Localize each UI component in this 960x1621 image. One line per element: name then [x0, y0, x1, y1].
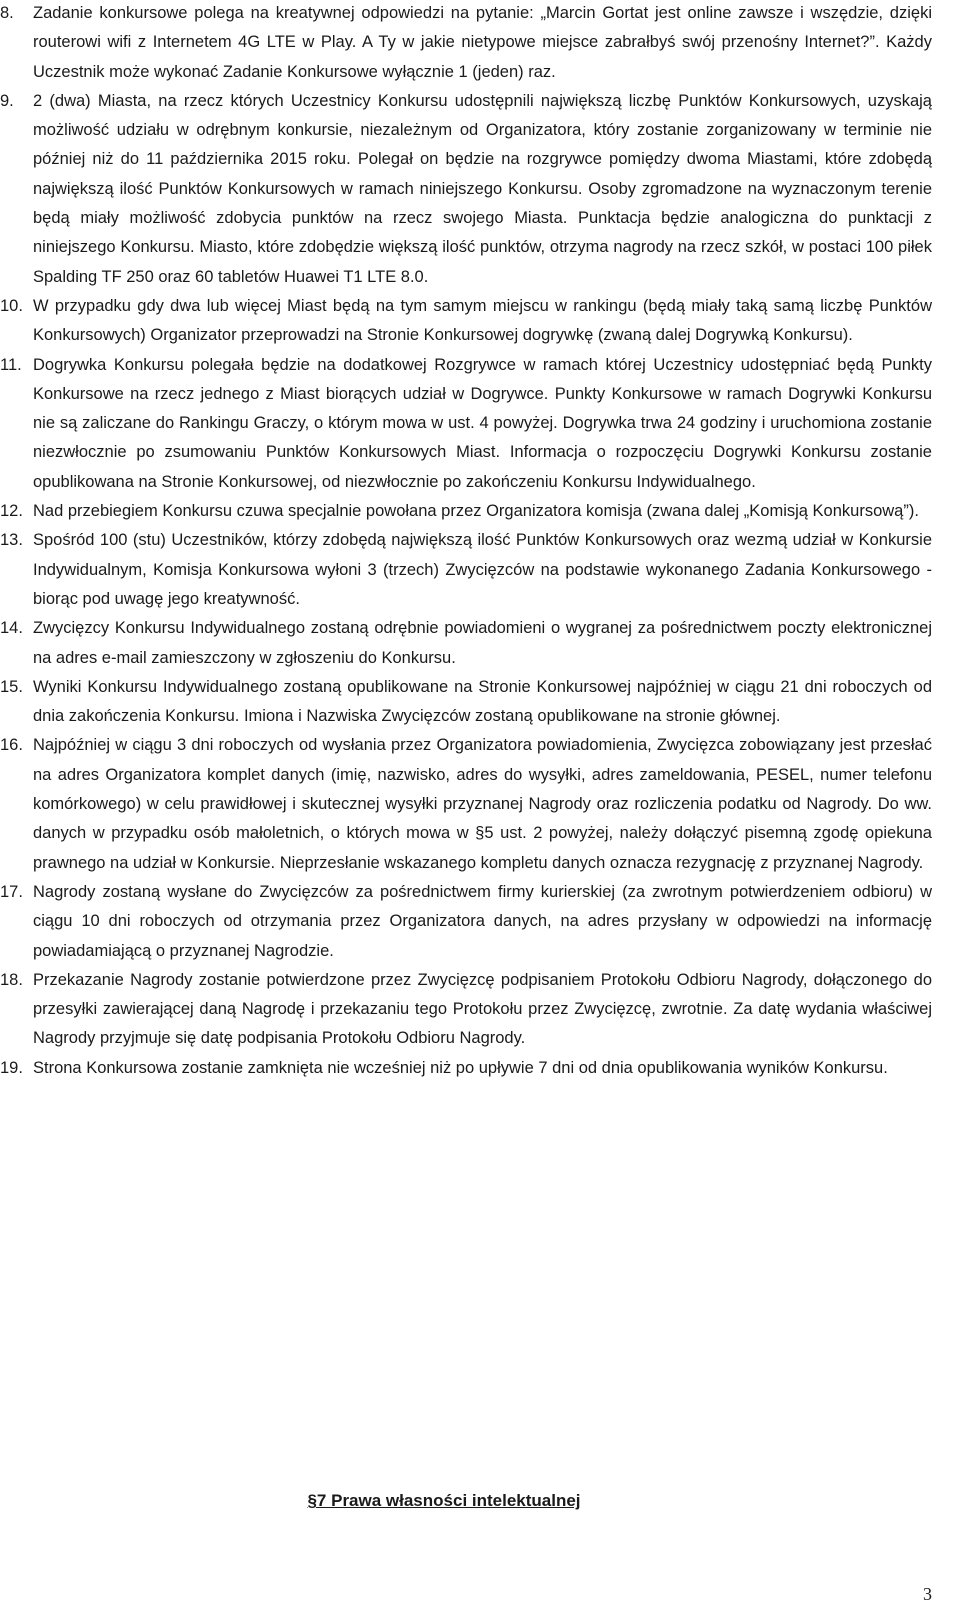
item-number: 19. [0, 1058, 23, 1077]
list-item [0, 0, 960, 87]
list-item [0, 878, 960, 966]
item-number: 13. [0, 531, 23, 550]
item-number: 17. [0, 882, 23, 901]
list-item [0, 351, 960, 497]
item-number: 12. [0, 502, 23, 521]
item-text: Zadanie konkursowe polega na kreatywnej odpowiedzi na pytanie: „Marcin Gortat jest online zawsze i wszędzie, dzięki routerowi wifi z Internetem 4G LTE w Play. A Ty w jakie nietypowe miejsce zabrałbyś swój przenośny Internet?”. Każdy Uczestnik może wykonać Zadanie Konkursowe wyłącznie 1 (jeden) raz. [33, 4, 932, 81]
item-number: 16. [0, 736, 23, 755]
list-item [0, 731, 960, 877]
item-number: 18. [0, 970, 23, 989]
list-item [0, 526, 960, 614]
list-item [0, 87, 960, 292]
item-number: 8. [0, 4, 14, 22]
item-text: Nagrody zostaną wysłane do Zwycięzców za pośrednictwem firmy kurierskiej (za zwrotnym potwierdzeniem odbioru) w ciągu 10 dni roboczych od otrzymania przez Organizatora danych, na adres przysłany w odpowiedzi na informację powiadamiającą o przyznanej Nagrodzie. [33, 882, 932, 960]
section-heading: §7 Prawa własności intelektualnej [307, 1491, 581, 1510]
list-item [0, 966, 960, 1054]
list-item [0, 292, 960, 351]
item-text: Najpóźniej w ciągu 3 dni roboczych od wysłania przez Organizatora powiadomienia, Zwycięzca zobowiązany jest przesłać na adres Organizatora komplet danych (imię, nazwisko, adres do wysyłki, adres zameldowania, PESEL, numer telefonu komórkowego) w celu prawidłowej i skutecznej wysyłki przyznanej Nagrody oraz rozliczenia podatku od Nagrody. Do ww. danych w przypadku osób małoletnich, o których mowa w §5 ust. 2 powyżej, należy dołączyć pisemną zgodę opiekuna prawnego na udział w Konkursie. Nieprzesłanie wskazanego kompletu danych oznacza rezygnację z przyznanej Nagrody. [33, 736, 932, 872]
item-text: W przypadku gdy dwa lub więcej Miast będą na tym samym miejscu w rankingu (będą miały taką samą liczbę Punktów Konkursowych) Organizator przeprowadzi na Stronie Konkursowej dogrywkę (zwaną dalej Dogrywką Konkursu). [33, 296, 932, 345]
item-text: Dogrywka Konkursu polegała będzie na dodatkowej Rozgrywce w ramach której Uczestnicy udostępniać będą Punkty Konkursowe na rzecz jednego z Miast biorących udział w Dogrywce. Punkty Konkursowe w ramach Dogrywki Konkursu nie są zaliczane do Rankingu Graczy, o którym mowa w ust. 4 powyżej. Dogrywka trwa 24 godziny i uruchomiona zostanie niezwłocznie po zsumowaniu Punktów Konkursowych Miast. Informacja o rozpoczęciu Dogrywki Konkursu zostanie opublikowana na Stronie Konkursowej, od niezwłocznie po zakończeniu Konkursu Indywidualnego. [33, 355, 932, 491]
item-text: 2 (dwa) Miasta, na rzecz których Uczestnicy Konkursu udostępnili największą liczbę Punktów Konkursowych, uzyskają możliwość udziału w odrębnym konkursie, niezależnym od Organizatora, który zostanie zorganizowany w terminie nie później niż do 11 października 2015 roku. Polegał on będzie na rozgrywce pomiędzy dwoma Miastami, które zdobędą największą ilość Punktów Konkursowych w ramach niniejszego Konkursu. Osoby zgromadzone na wyznaczonym terenie będą miały możliwość zdobycia punktów na rzecz swojego Miasta. Punktacja będzie analogiczna do punktacji z niniejszego Konkursu. Miasto, które zdobędzie większą ilość punktów, otrzyma nagrody na rzecz szkół, w postaci 100 piłek Spalding TF 250 oraz 60 tabletów Huawei T1 LTE 8.0. [33, 91, 932, 286]
item-text: Zwycięzcy Konkursu Indywidualnego zostaną odrębnie powiadomieni o wygranej za pośrednictwem poczty elektronicznej na adres e-mail zamieszczony w zgłoszeniu do Konkursu. [33, 619, 932, 667]
list-item [0, 497, 960, 526]
item-text: Przekazanie Nagrody zostanie potwierdzone przez Zwycięzcę podpisaniem Protokołu Odbioru Nagrody, dołączonego do przesyłki zawierającej daną Nagrodę i przekazaniu tego Protokołu przez Zwycięzcę, zwrotnie. Za datę wydania właściwej Nagrody przyjmuje się datę podpisania Protokołu Odbioru Nagrody. [33, 970, 932, 1048]
item-number: 10. [0, 296, 23, 315]
item-text: Wyniki Konkursu Indywidualnego zostaną opublikowane na Stronie Konkursowej najpóźniej w ciągu 21 dni roboczych od dnia zakończenia Konkursu. Imiona i Nazwiska Zwycięzców zostaną opublikowane na stronie głównej. [33, 677, 932, 726]
page-number: 3 [923, 1584, 932, 1604]
item-number: 11. [0, 355, 22, 374]
list-item [0, 614, 960, 673]
list-item [0, 673, 960, 732]
list-item [0, 1054, 960, 1083]
item-number: 14. [0, 619, 23, 638]
item-number: 15. [0, 677, 23, 696]
item-text: Spośród 100 (stu) Uczestników, którzy zdobędą największą ilość Punktów Konkursowych oraz wezmą udział w Konkursie Indywidualnym, Komisja Konkursowa wyłoni 3 (trzech) Zwycięzców na podstawie wykonanego Zadania Konkursowego - biorąc pod uwagę jego kreatywność. [33, 531, 932, 608]
item-text: Nad przebiegiem Konkursu czuwa specjalnie powołana przez Organizatora komisja (zwana dalej „Komisją Konkursową”). [33, 502, 919, 521]
item-number: 9. [0, 91, 14, 110]
item-text: Strona Konkursowa zostanie zamknięta nie wcześniej niż po upływie 7 dni od dnia opublikowania wyników Konkursu. [33, 1058, 888, 1077]
